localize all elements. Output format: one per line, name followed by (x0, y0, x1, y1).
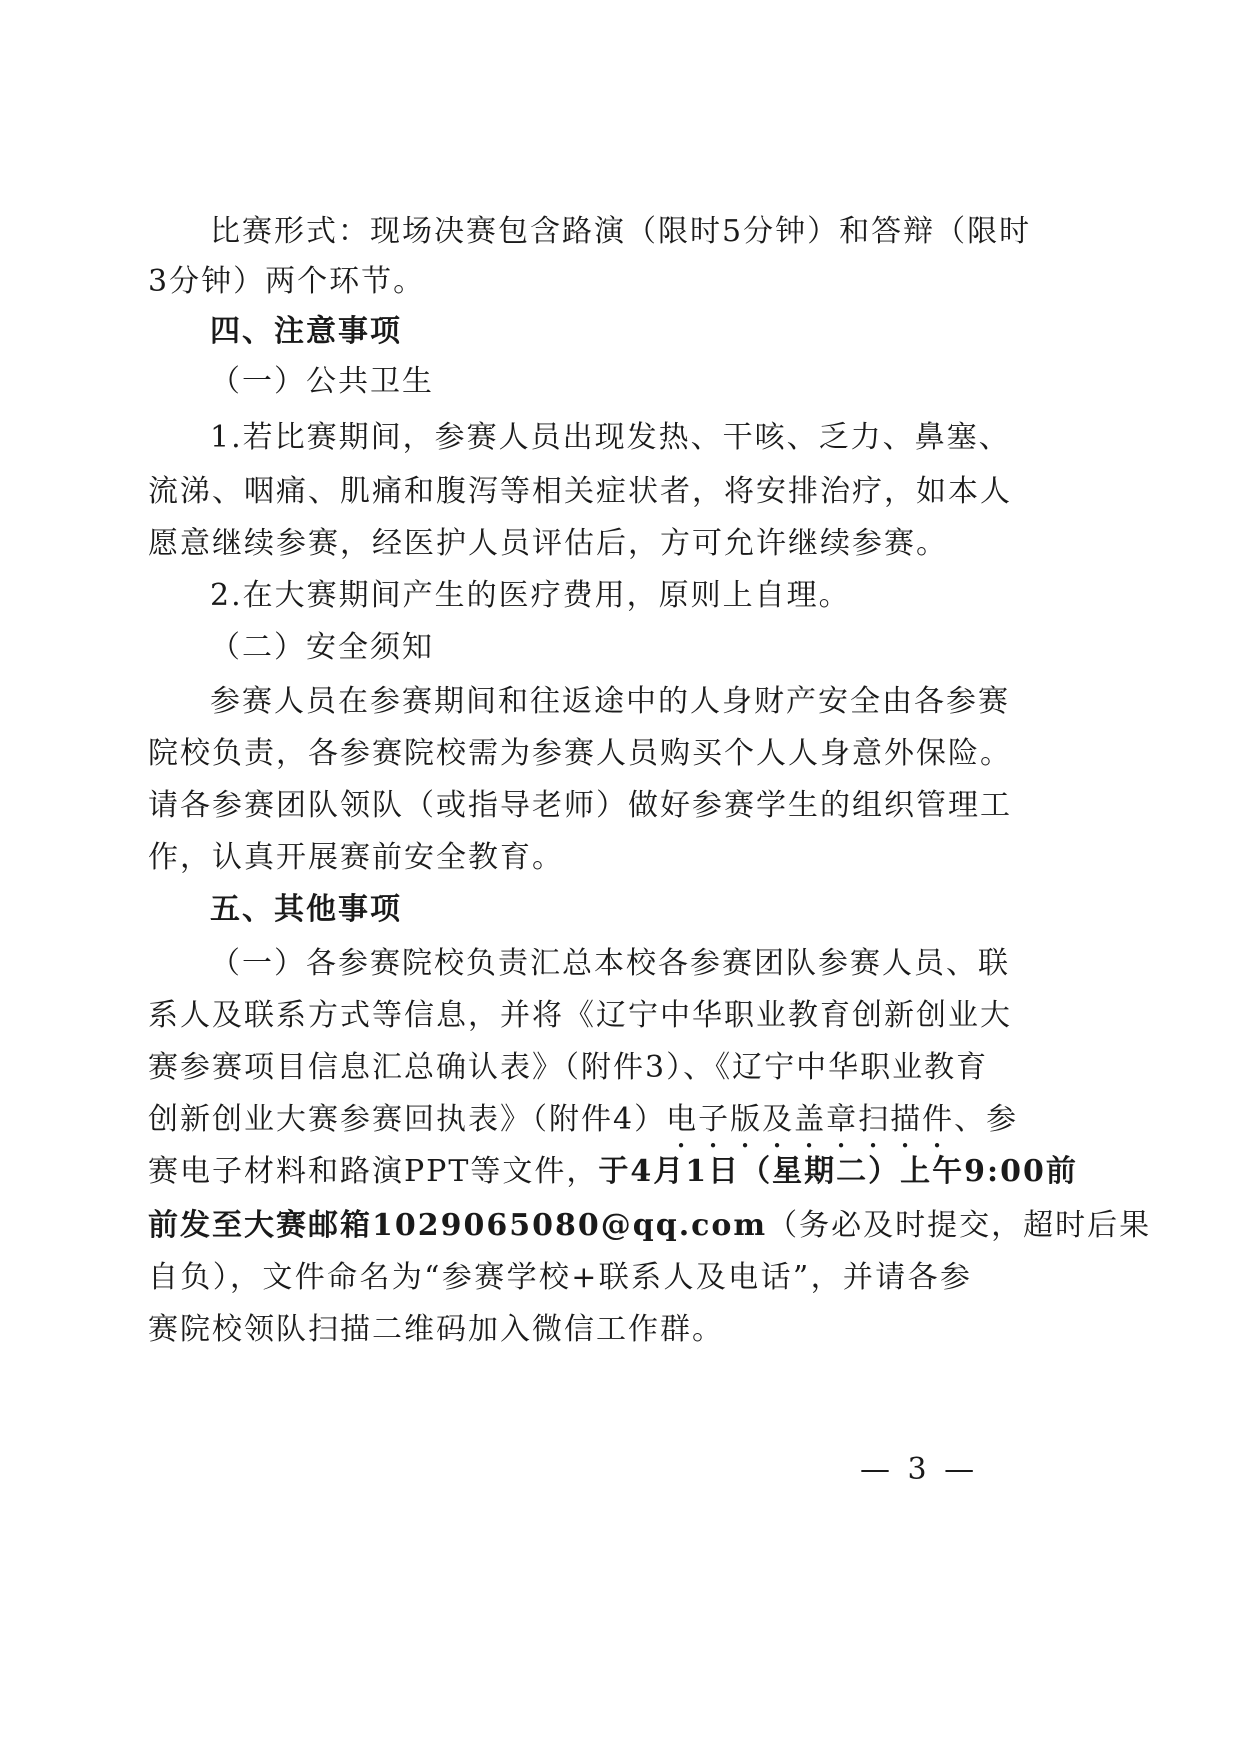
section-heading: 四、注意事项 (210, 314, 402, 349)
paragraph-line (148, 1152, 1078, 1192)
paragraph-line: 比赛形式：现场决赛包含路演（限时5分钟）和答辩（限时 (210, 214, 1032, 249)
paragraph-line: 1.若比赛期间，参赛人员出现发热、干咳、乏力、鼻塞、 (210, 420, 1011, 455)
paragraph-line: 请各参赛团队领队（或指导老师）做好参赛学生的组织管理工 (148, 788, 1012, 823)
paragraph-line: 流涕、咽痛、肌痛和腹泻等相关症状者，将安排治疗，如本人 (148, 474, 1012, 509)
paragraph-line: 作，认真开展赛前安全教育。 (148, 840, 564, 875)
page-number: — 3 — (860, 1452, 979, 1487)
paragraph-line: 系人及联系方式等信息，并将《辽宁中华职业教育创新创业大 (148, 998, 1012, 1033)
line-text: 创新创业大赛参赛回执表》（附件4） (148, 1102, 667, 1137)
bold-email-text: 前发至大赛邮箱1029065080@qq.com (148, 1208, 768, 1243)
emphasized-text: 电子版及盖章扫描件 (666, 1102, 955, 1137)
subsection-heading: （一）公共卫生 (210, 364, 434, 399)
subsection-heading: （二）安全须知 (210, 630, 434, 665)
line-text: 、参 (954, 1102, 1019, 1137)
line-text: 赛电子材料和路演PPT等文件， (148, 1154, 599, 1189)
paragraph-line: 2.在大赛期间产生的医疗费用，原则上自理。 (210, 578, 851, 613)
paragraph-line: 赛参赛项目信息汇总确认表》（附件3）、《辽宁中华职业教育 (148, 1050, 989, 1085)
paragraph-line (148, 1206, 1152, 1246)
bold-deadline-text: 于4月1日（星期二）上午9:00前 (598, 1154, 1078, 1189)
paragraph-line: 自负），文件命名为“参赛学校+联系人及电话”，并请各参 (148, 1260, 972, 1295)
paragraph-line: 3分钟）两个环节。 (148, 264, 426, 299)
paragraph-line: （一）各参赛院校负责汇总本校各参赛团队参赛人员、联 (210, 946, 1010, 981)
paragraph-line: 参赛人员在参赛期间和往返途中的人身财产安全由各参赛 (210, 684, 1010, 719)
paragraph-line: 院校负责，各参赛院校需为参赛人员购买个人人身意外保险。 (148, 736, 1012, 771)
paragraph-line (148, 1100, 1019, 1155)
section-heading: 五、其他事项 (210, 892, 402, 927)
line-text: （务必及时提交，超时后果 (767, 1208, 1152, 1243)
paragraph-line: 赛院校领队扫描二维码加入微信工作群。 (148, 1312, 724, 1347)
paragraph-line: 愿意继续参赛，经医护人员评估后，方可允许继续参赛。 (148, 526, 948, 561)
